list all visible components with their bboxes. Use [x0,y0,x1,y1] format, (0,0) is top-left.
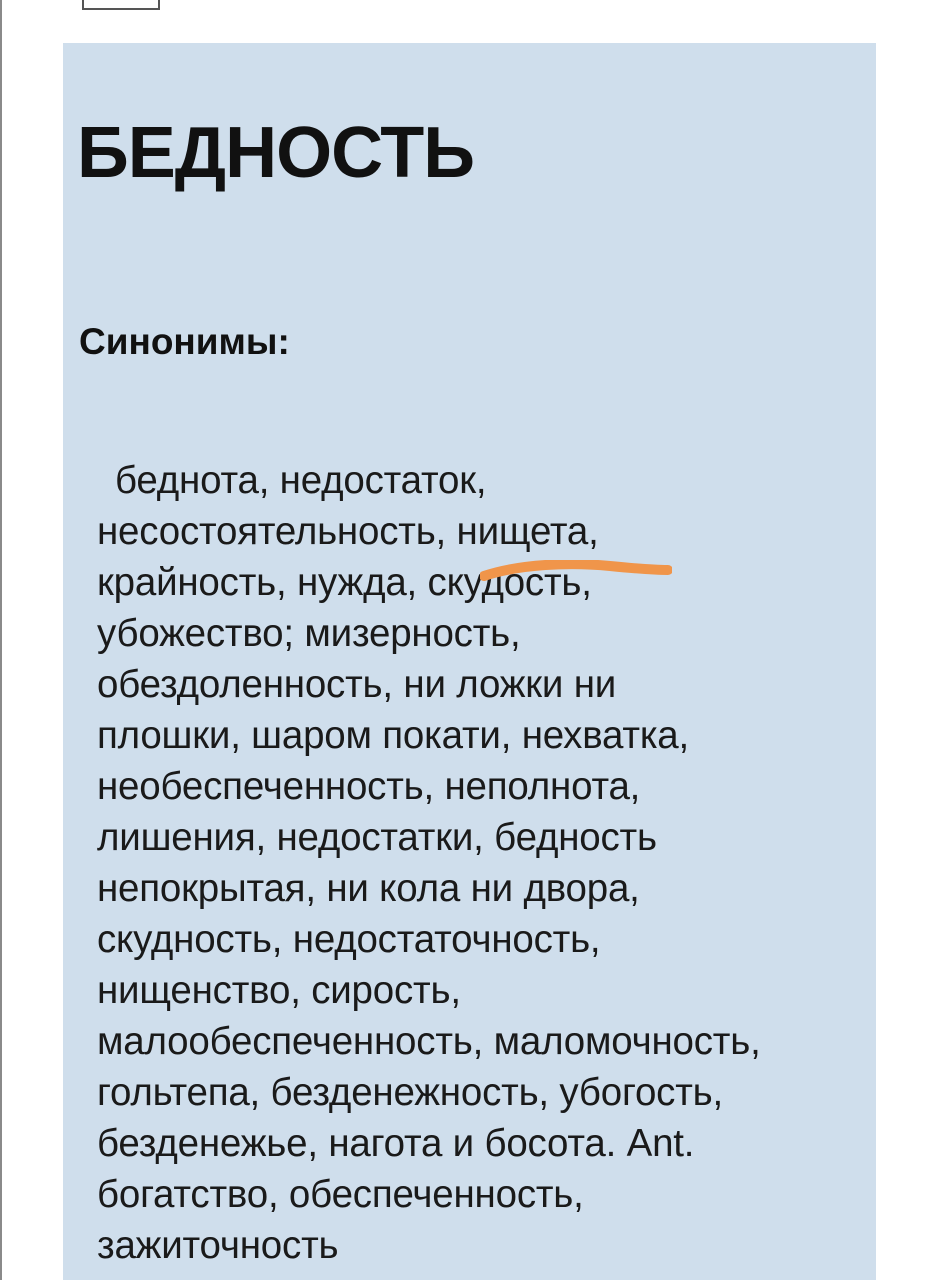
synonyms-line: безденежье, нагота и босота. Ant. [97,1122,695,1165]
synonyms-line: зажиточность [97,1224,339,1267]
synonyms-line: крайность, нужда, скудость, [97,561,592,604]
synonyms-line: скудность, недостаточность, [97,918,601,961]
synonyms-line: малообеспеченность, маломочность, [97,1020,761,1063]
synonyms-line: необеспеченность, неполнота, [97,765,641,808]
synonyms-line: нищенство, сирость, [97,969,461,1012]
left-edge-border [0,0,2,1280]
synonyms-line: беднота, недостаток, [115,459,487,502]
synonyms-line: лишения, недостатки, бедность [97,816,657,859]
top-partial-button[interactable] [82,0,160,10]
synonyms-line: гольтепа, безденежность, убогость, [97,1071,724,1114]
synonyms-line: непокрытая, ни кола ни двора, [97,867,640,910]
synonyms-heading: Синонимы: [79,321,290,362]
synonyms-line: обездоленность, ни ложки ни [97,663,617,706]
synonyms-line: богатство, обеспеченность, [97,1173,584,1216]
synonyms-text [97,455,867,1271]
word-card [63,43,876,1280]
synonyms-line: несостоятельность, нищета, [97,510,599,553]
synonyms-line: убожество; мизерность, [97,612,521,655]
word-title: БЕДНОСТЬ [77,113,474,193]
synonyms-line: плошки, шаром покати, нехватка, [97,714,690,757]
